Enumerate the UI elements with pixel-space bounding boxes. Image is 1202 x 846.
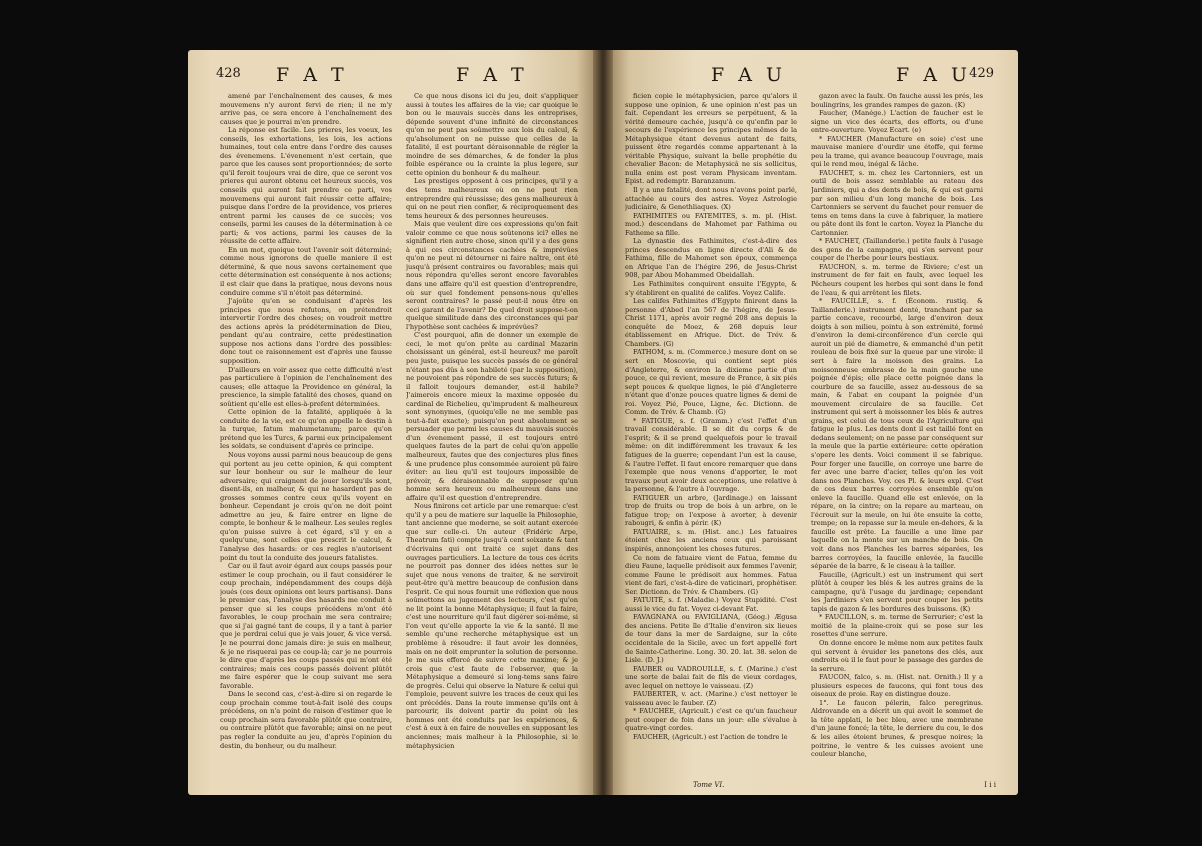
paragraph: Cette opinion de la fatalité, appliquée à la conduite de la vie, est ce qu'on appelle le destin à la turque, fatum mahumetanum; parce qu'on prétend que les Turcs, & parmi eux principalement les soldats, se conduisent d'après ce principe. xyxy=(220,408,392,451)
left-head-word-1: F A T xyxy=(276,64,348,86)
paragraph: Ce que nous disons ici du jeu, doit s'appliquer aussi à toutes les affaires de la vie; car quoique le bon ou le mauvais succès dans les entreprises, dépende souvent d'une infinité de circonstances qu'on ne peut pas soûmettre aux lois du calcul, & qu'absolument on ne puisse que celles de la fatalité, il est pourtant déraisonnable de régler la moindre de ses démarches, & de fonder la plus foible espérance ou la crainte la plus legere, sur cette opinion du bonheur & du malheur. xyxy=(406,92,578,177)
paragraph: FAVAGNANA ou FAVIGLIANA, (Géog.) Ægusa des anciens. Petite île d'Italie d'environ six lieues de tour dans la mer de Sardaigne, sur la côte occidentale de la Sicile, avec un fort appellé fort de Sainte-Catherine. Long. 30. 20. lat. 38. selon de Lisle. (D. J.) xyxy=(625,613,797,665)
paragraph: En un mot, quoique tout l'avenir soit déterminé; comme nous ignorons de quelle maniere il est déterminé, & que nous savons certainement que cette détermination est conséquente à nos actions; il est clair que dans la pratique, nous devons nous conduire comme s'il n'étoit pas déterminé. xyxy=(220,245,392,297)
paragraph: FATUAIRE, s. m. (Hist. anc.) Les fatuaires étoient chez les anciens ceux qui paroissant inspirés, annonçoient les choses futures. xyxy=(625,527,797,553)
paragraph: * FAUCILLE, s. f. (Économ. rustiq. & Taillanderie.) instrument denté, tranchant par sa partie concave, recourbé, large d'environ deux doigts à son milieu, pointu à son extrémité, formé d'environ la demi-circonférence d'un cercle qui auroit un pié de diametre, & emmanché d'un petit rouleau de bois fixé sur la queue par une virole: il sert à faire la moisson des grains. La moissonneuse embrasse de la main gauche une poignée d'épis; elle place cette poignée dans la courbure de sa faucille, assez au-dessous de sa main, & l'abat en coupant la poignée d'un mouvement circulaire de sa faucille. Cet instrument qui sert à moissonner les blés & autres grains, est celui de tous ceux de l'Agriculture qui fatigue le plus. Les dents dont il est taillé font en dedans seulement; on ne passe par conséquent sur la meule que la partie extérieure: cette opération s'opere les dents. Voici comment il se fabrique. Pour forger une faucille, on corroye une barre de fer avec une barre d'acier, telles qu'on les voit dans nos Planches. Voy. ces Pl. & leurs expl. C'est de ces deux barres corroyées ensemble qu'on enleve la faucille. Quand elle est enlevée, on la répare, on la cintre; on la repare au marteau, on l'écrouit sur la meule, on lui ôte ensuite la cotte, trempe; on la repasse sur la meule en-dehors, & la faucille est prête. La faucille a une lime par laquelle on la monte sur un manche de bois. On voit dans nos Planches les barres séparées, les barres corroyées, la faucille enlevée, la faucille séparée de la barre, & le ciseau à la tailler. xyxy=(811,297,983,571)
paragraph: J'ajoûte qu'en se conduisant d'après les principes que nous refutons, on prétendroit intervertir l'ordre des choses; on voudroit mettre des actions après la prédétermination de Dieu, pendant qu'au contraire, cette prédestination suppose nos actions dans l'ordre des possibles: donc tout ce raisonnement est d'après une fausse supposition. xyxy=(220,297,392,365)
right-column-1 xyxy=(625,92,797,782)
paragraph: FATIGUER un arbre, (Jardinage.) en laissant trop de fruits ou trop de bois à un arbre, on le fatigue trop; on l'expose à avorter, à devenir rabougri, & enfin à périr. (K) xyxy=(625,493,797,528)
paragraph: * FAUCHER (Manufacture en soie) c'est une mauvaise maniere d'ourdir une étoffe, qui ferme peu la trame, qui avance beaucoup l'ouvrage, mais qui le rend mou, inégal & lâche. xyxy=(811,134,983,169)
paragraph: Dans le second cas, c'est-à-dire si on regarde le coup prochain comme tout-à-fait isolé des coups précédens, on n'a point de raison d'estimer que le coup prochain sera favorable plûtôt que contraire, ou contraire plûtôt que favorable; ainsi on ne peut pas regler la conduite au jeu, d'après l'opinion du destin, du bonheur, ou du malheur. xyxy=(220,690,392,750)
paragraph: La réponse est facile. Les prieres, les voeux, les conseils, les exhortations, les lois, les actions humaines, tout cela entre dans l'ordre des causes des évenemens. L'évenement n'est certain, que parce que les causes sont proportionnées; de sorte qu'il feroit toujours vrai de dire, que ce seront vos prieres qui auront obtenu cet heureux succès, vos conseils qui auront fait prendre ce parti, vos mouvemens qui auront fait réussir cette affaire; puisque dans l'ordre de la providence, vos prieres entrent parmi les causes de ce succès; vos conseils, parmi les causes de la détermination à ce parti; & vos actions, parmi les causes de la réussite de cette affaire. xyxy=(220,126,392,246)
left-page xyxy=(188,50,593,795)
right-page-number: 429 xyxy=(969,66,994,81)
left-page-number: 428 xyxy=(216,66,241,81)
paragraph: D'ailleurs en voir assez que cette difficulté n'est pas particuliere à l'opinion de l'enchaînement des causes; elle attaque la Providence en général, la prescience, la simple fatalité des choses, quand on soûtient qu'elle est elles-à-prefent déterminées. xyxy=(220,365,392,408)
paragraph: 1°. Le faucon pélerin, falco peregrinus. Aldrovande en a décrit un qui avoit le sommet de la tête applati, le bec bleu, avec une membrane d'un jaune foncé; la tête, le derriere du cou, le dos & les ailes étoient brunes, & presque noires; la poitrine, le ventre & les cuisses avoient une couleur blanche, xyxy=(811,698,983,759)
paragraph: Les califes Fathimites d'Egypte finirent dans la personne d'Abed l'an 567 de l'hégire, de Jesus-Christ 1171, après avoir regné 208 ans depuis la conquête de Moez, & 268 depuis leur établissement en Afrique. Dict. de Trév. & Chambers. (G) xyxy=(625,297,797,348)
paragraph: On donne encore le même nom aux petites faulx qui servent à évuider les panetons des clés, aux endroits où il le faut pour le passage des gardes de la serrure. xyxy=(811,639,983,673)
paragraph: Les Fathimites conquirent ensuite l'Egypte, & s'y établirent en qualité de califes. Voyez Calife. xyxy=(625,280,797,297)
paragraph: Les prestiges opposent à ces principes, qu'il y a des tems malheureux où on ne peut rien entreprendre qui réussisse; des gens malheureux à qui on ne peut rien confier, & réciproquement des tems heureux & des personnes heureuses. xyxy=(406,177,578,220)
paragraph: FAUCHER, (Agricult.) est l'action de tondre le xyxy=(633,733,788,742)
paragraph: FATUITÉ, s. f. (Maladie.) Voyez Stupidité. C'est aussi le vice du fat. Voyez ci-devant Fat. xyxy=(625,596,797,613)
volume-signature: Tome VI. xyxy=(693,781,725,789)
sheet-code: I i i xyxy=(984,781,996,789)
paragraph: Mais que veulent dire ces expressions qu'on fait valoir comme ce que nous soûtenons ici? elles ne signifient rien autre chose, sinon qu'il y a des gens à qui ces circonstances cachées & imprévûes qu'on ne peut ni détourner ni faire naître, ont été jusqu'à présent contraires ou favorables; mais qui nous répondra qu'elles seront encore favorables dans une affaire qu'il est question d'entreprendre, où sur quel fondement pensons-nous qu'elles seront contraires? le passé peut-il nous être en ceci garant de l'avenir? De quel droit suppose-t-on quelque similitude dans des circonstances qui par l'hypothèse sont cachées & imprévûes? xyxy=(406,220,578,331)
paragraph: gazon avec la faulx. On fauche aussi les prés, les boulingrins, les grandes rampes de gazon. (K) xyxy=(811,92,983,109)
right-head-word-1: F A U xyxy=(711,64,786,86)
paragraph: Faucher, (Manége.) L'action de faucher est le signe un vice des écarts, des efforts, ou d'une entre-ouverture. Voyez Ecart. (e) xyxy=(811,109,983,135)
paragraph: Faucille, (Agricult.) est un instrument qui sert plûtôt à couper les blés & les autres grains de la campagne, qu'à l'usage du jardinage; cependant les Jardiniers s'en servent pour couper les petits tapis de gazon & les bordures des buissons. (K) xyxy=(811,570,983,613)
right-column-2 xyxy=(811,92,983,782)
open-book xyxy=(188,50,1018,795)
left-column-2 xyxy=(406,92,578,782)
paragraph: ficien copie le métaphysicien, parce qu'alors il suppose une opinion, & une opinion n'est pas un fait. Cependant les erreurs se perpétuent, & la vérité demeure cachée, jusqu'à ce qu'enfin par le secours de l'expérience les principes mêmes de la Métaphysique étant devenus autant de faits, puissent être regardés comme appartenant à la véritable Physique, suivant la belle prophétie du chevalier Bacon: de Metaphysicâ ne sis sollicitus, nulla enim est post veram Physicam inventam. Epist. ad redemptr. Baranzanum. xyxy=(625,92,797,186)
paragraph: Il y a une fatalité, dont nous n'avons point parlé, attachée au cours des astres. Voyez Astrologie judiciaire, & Genethliaques. (X) xyxy=(625,186,797,212)
left-column-1 xyxy=(220,92,392,782)
book-gutter xyxy=(593,50,613,795)
paragraph: Ce nom de fatuaire vient de Fatua, femme du dieu Faune, laquelle prédisoit aux femmes l'avenir, comme Faune le prédisoit aux hommes. Fatua vient de fari, c'est-à-dire de vaticinari, prophétiser. Ser. Dictionn. de Trév. & Chambers. (G) xyxy=(625,553,797,596)
paragraph: FAUBERTER, v. act. (Marine.) c'est nettoyer le vaisseau avec le fauber. (Z) xyxy=(625,690,797,707)
left-head-word-2: F A T xyxy=(456,64,528,86)
paragraph: * FAUCILLON, s. m. terme de Serrurier; c'est la moitié de la plaine-croix qui se pose sur les rosettes d'une serrure. xyxy=(811,613,983,639)
paragraph: FAUCHET, s. m. chez les Cartonniers, est un outil de bois assez semblable au rateau des Jardiniers, qui a des dents de bois, & qui est garni par son milieu d'un long manche de bois. Les Cartonniers se servent du fauchet pour remuer de tems en tems dans la cuve à fabriquer, la matiere ou pâte dont ils font le carton. Voyez la Planche du Cartonnier. xyxy=(811,168,983,237)
right-page xyxy=(613,50,1018,795)
right-running-head xyxy=(641,64,994,88)
paragraph: FAUCHON, s. m. terme de Riviere; c'est un instrument de fer fait en faulx, avec lequel les Pêcheurs coupent les herbes qui sont dans le fond de l'eau, & qui arrêtent les filets. xyxy=(811,262,983,297)
paragraph: FAUBER ou VADROUILLE, s. f. (Marine.) c'est une sorte de balai fait de fils de vieux cordages, avec lequel on nettoye le vaisseau. (Z) xyxy=(625,664,797,690)
paragraph: * FAUCHET, (Taillanderie.) petite faulx à l'usage des gens de la campagne, qui s'en servent pour couper de l'herbe pour leurs bestiaux. xyxy=(811,237,983,263)
right-head-word-2: F A U xyxy=(896,64,971,86)
paragraph: FATHIMITES ou FATEMITES, s. m. pl. (Hist. mod.) descendans de Mahomet par Fathima ou Fatheme sa fille. xyxy=(625,211,797,237)
left-running-head xyxy=(216,64,569,88)
paragraph: * FAUCHÉE, (Agricult.) c'est ce qu'un faucheur peut couper de foin dans un jour: elle s'évalue à quatre-vingt cordes. xyxy=(625,707,797,733)
paragraph: La dynastie des Fathimites, c'est-à-dire des princes descendus en ligne directe d'Ali & de Fathima, fille de Mahomet son époux, commença en Afrique l'an de l'hégire 296, de Jesus-Christ 908, par Abou Mohammed Obeidallah. xyxy=(625,237,797,280)
paragraph: FAUCON, falco, s. m. (Hist. nat. Ornith.) Il y a plusieurs especes de faucons, qui font tous des oiseaux de proie. Ray en distingue douze. xyxy=(811,673,983,699)
paragraph: Car ou il faut avoir égard aux coups passés pour estimer le coup prochain, ou il faut considérer le coup prochain, indépendamment des coups déjà joués (ces deux opinions ont leurs partisans). Dans le premier cas, l'analyse des hasards me conduit à penser que si les coups précédens m'ont été favorables, le coup prochain me sera contraire; que si j'ai gagné tant de coups, il y a tant à parier que je perdrai celui que je vais jouer, & vice versâ. Je ne pourrai donc jamais dire: je suis en malheur, & je ne risquerai pas ce coup-là; car je ne pourrois le dire que d'après les coups passés qui m'ont été contraires; mais ces coups passés doivent plûtôt me faire espérer que le coup suivant me sera favorable. xyxy=(220,562,392,690)
paragraph: Nous voyons aussi parmi nous beaucoup de gens qui portent au jeu cette opinion, & qui comptent sur leur bonheur ou sur le malheur de leur adversaire; qui craignent de jouer lorsqu'ils sont, disent-ils, en malheur, & qui ne hasardent pas de grosses sommes contre ceux qu'ils voyent en bonheur. Cependant je crois qu'on ne doit point admettre au jeu, & faire entrer en ligne de compte, le bonheur & le malheur. Les seules regles qu'on puisse suivre à cet égard, s'il y en a quelqu'une, sont celles que prescrit le calcul, & l'analyse des hasards: or ces regles n'autorisent point du tout la conduite des joueurs fatalistes. xyxy=(220,450,392,562)
paragraph: amené par l'enchaînement des causes, & mes mouvemens n'y auront fervi de rien; il ne m'y arrive pas, ce sera encore à l'enchaînement des causes que je pourrai m'en prendre. xyxy=(220,92,392,126)
paragraph: C'est pourquoi, afin de donner un exemple de ceci, le mot qu'on prête au cardinal Mazarin choisissant un général, est-il heureux? me paroît peu juste, puisque les succès passés de ce général n'étant pas dûs à son habileté (par la supposition), ne pouvoient pas répondre de ses succès futurs; & il falloit toujours demander, est-il habile? J'aimerois encore mieux la maxime opposée du cardinal de Richelieu, qu'imprudent & malheureux sont synonymes, (quoiqu'elle ne me semble pas tout-à-fait exacte); puisqu'on peut absolument se persuader que parmi les causes du mauvais succès d'un évenement passé, il est toujours entré quelques fautes de la part de celui qu'on appelle malheureux, fautes que des conjectures plus fines & une prudence plus consommée auroient pû faire éviter: au lieu qu'il est toujours impossible de prévoir, & déraisonnable de supposer qu'un homme sera heureux ou malheureux dans une affaire qu'il est question d'entreprendre. xyxy=(406,331,578,502)
paragraph: Nous finirons cet article par une remarque: c'est qu'il y a peu de matiere sur laquelle la Philosophie, tant ancienne que moderne, se soit autant exercée que sur celle-ci. Un auteur (Fridéric Arpe, Theatrum fati) compte jusqu'à cent soixante & tant d'écrivains qui ont traité ce sujet dans des ouvrages particuliers. La lecture de tous ces écrits ne pourroit pas donner des idées nettes sur le sujet que nous venons de traiter, & ne serviroit peut-être qu'à mettre beaucoup de confusion dans l'esprit. Ce qui nous fournit une réflexion que nous soûmettons au jugement des lecteurs, c'est qu'on ne lit point la bonne Métaphysique; il faut la faire, c'est une nourriture qu'il faut digérer soi-même, si l'on veut qu'elle apporte la vie & la santé. Il me semble qu'une recherche métaphysique est un problème à résoudre: il faut avoir les données, mais on ne doit emprunter la solution de personne. Je me suis efforcé de suivre cette maxime; & je crois que c'est faute de l'observer, que la Métaphysique a demeuré si long-tems sans faire de progrès. Celui qui observe la Nature & celui qui l'emploie, peuvent suivre les traces de ceux qui les ont précédés. Dans la route immense qu'ils ont à parcourir, ils doivent partir du point où les hommes ont été conduits par les expériences, & c'est à eux à en faire de nouvelles en supposant les anciennes; mais malheur à la Philosophie, si le métaphysicien xyxy=(406,502,578,750)
paragraph: FATHOM, s. m. (Commerce.) mesure dont on se sert en Moscovie, qui contient sept piés d'Angleterre, & environ la dixieme partie d'un pouce, ce qui revient, mesure de France, à six piés sept pouces & quelque lignes, le pié d'Angleterre n'étant que d'onze pouces quatre lignes & demi de roi. Voyez Pié, Pouce, Ligne, &c. Dictionn. de Comm. de Trév. & Chamb. (G) xyxy=(625,348,797,417)
paragraph: * FATIGUE, s. f. (Gramm.) c'est l'effet d'un travail considérable. Il se dit du corps & de l'esprit; & il se prend quelquefois pour le travail même: on dit indifféremment les travaux & les fatigues de la guerre; cependant l'un est la cause, & l'autre l'effet. Il faut encore remarquer que dans l'exemple que nous venons d'apporter, le mot travaux peut avoir deux acceptions, une relative à la personne, & l'autre à l'ouvrage. xyxy=(625,416,797,494)
